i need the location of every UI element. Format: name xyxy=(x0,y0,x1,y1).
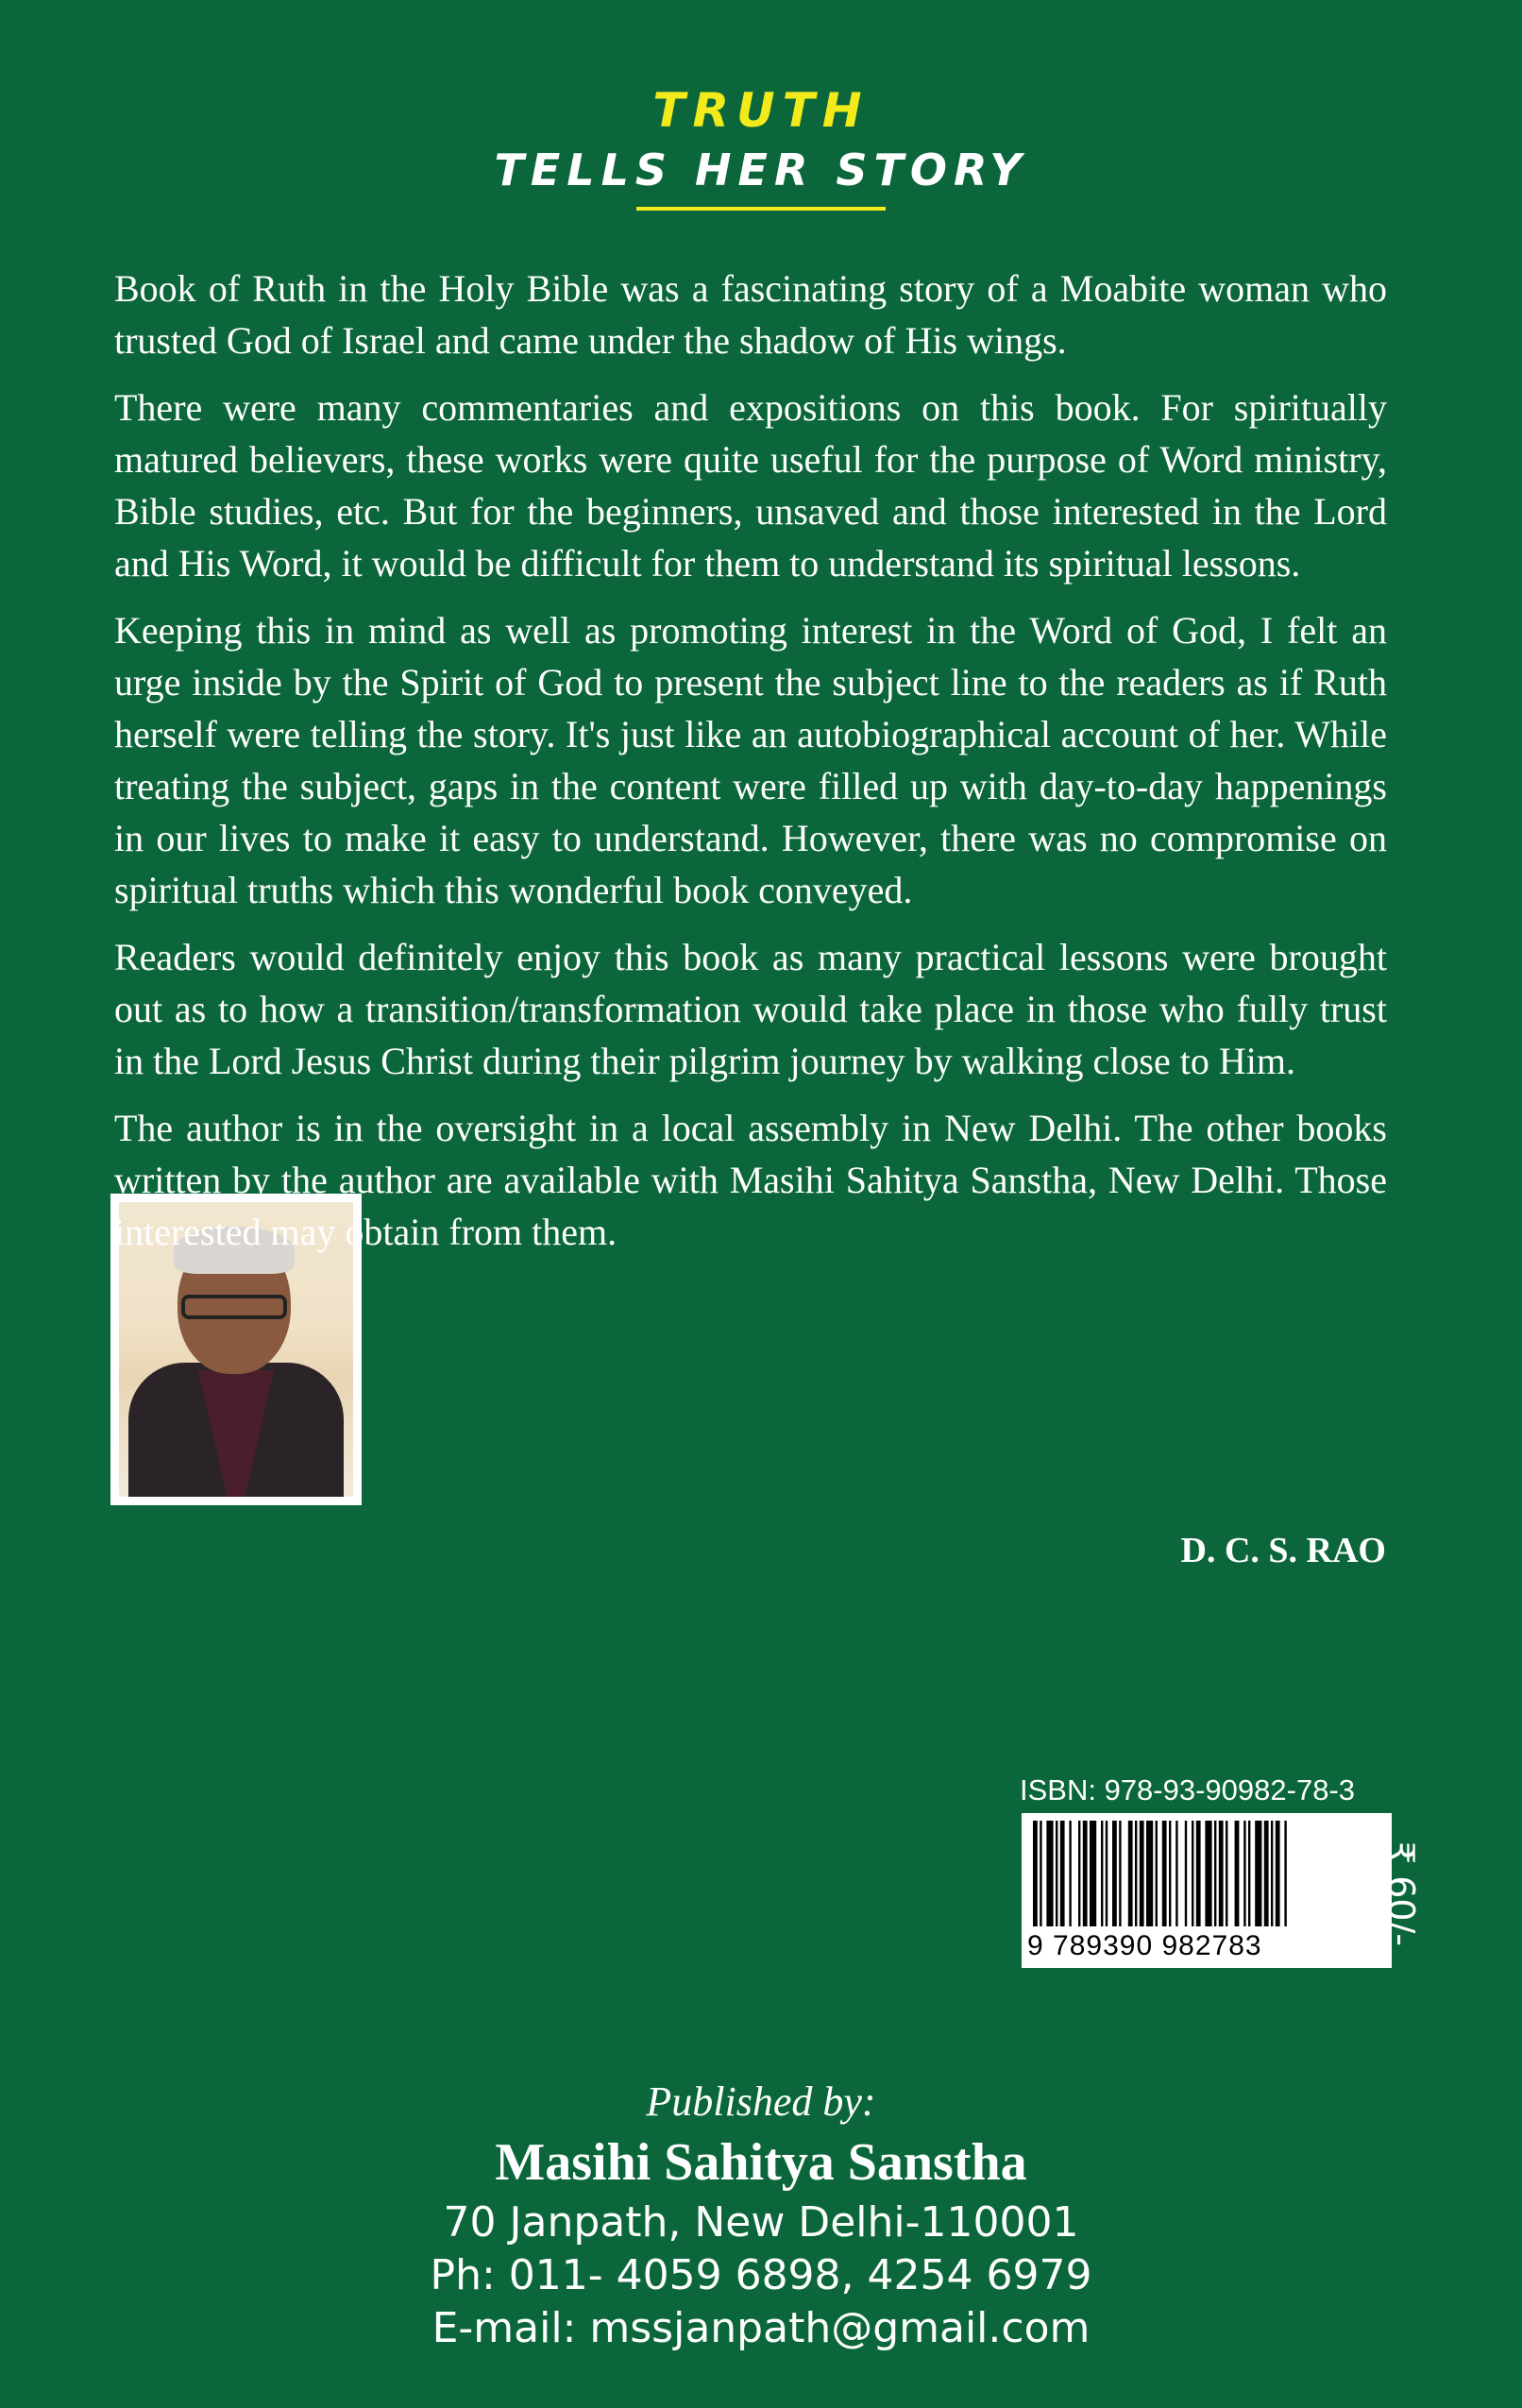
barcode-bar xyxy=(1069,1821,1071,1926)
barcode-bar xyxy=(1146,1821,1153,1926)
barcode-bar xyxy=(1162,1821,1167,1926)
barcode-bar xyxy=(1046,1821,1053,1926)
barcode-bar xyxy=(1192,1821,1193,1926)
barcode-bar xyxy=(1112,1821,1117,1926)
barcode-bar xyxy=(1284,1821,1286,1926)
barcode-bar xyxy=(1140,1821,1144,1926)
barcode-bar xyxy=(1235,1821,1240,1926)
publisher-name: Masihi Sahitya Sanstha xyxy=(495,2133,1027,2192)
barcode-bar xyxy=(1214,1821,1216,1926)
barcode-bar xyxy=(1060,1821,1065,1926)
publisher-email: E-mail: mssjanpath@gmail.com xyxy=(431,2304,1091,2352)
barcode-bar xyxy=(1226,1821,1227,1926)
barcode-digits: 9 789390 982783 xyxy=(1027,1930,1262,1961)
barcode-bar xyxy=(1185,1821,1187,1926)
barcode-bar xyxy=(1276,1821,1280,1926)
barcode-bar xyxy=(1156,1821,1158,1926)
blurb-text xyxy=(114,263,1387,1273)
published-by-label: Published by: xyxy=(646,2078,876,2125)
barcode-bar xyxy=(1205,1821,1211,1926)
barcode-bar xyxy=(1078,1821,1080,1926)
barcode-bar xyxy=(1090,1821,1096,1926)
barcode-bar xyxy=(1119,1821,1121,1926)
barcode-bar xyxy=(1271,1821,1273,1926)
barcode-bar xyxy=(1243,1821,1245,1926)
barcode-bar xyxy=(1056,1821,1057,1926)
barcode-bar xyxy=(1255,1821,1261,1926)
blurb-paragraph-3: Keeping this in mind as well as promoting interest in the Word of God, I felt an urge inside by the Spirit of God to present the subject line to the readers as if Ruth herself were telling the story. It's just like an autobiographical account of her. While treating the subject, gaps in the content were filled up with day-to-day happenings in our lives to make it easy to understand. However, there was no compromise on spiritual truths which this wonderful book conveyed. xyxy=(114,609,1387,911)
barcode-bar xyxy=(1083,1821,1088,1926)
barcode-bar xyxy=(1101,1821,1103,1926)
isbn-barcode xyxy=(1022,1813,1392,1968)
barcode-bar xyxy=(1106,1821,1108,1926)
barcode-bar xyxy=(1219,1821,1224,1926)
blurb-paragraph-4: Readers would definitely enjoy this book as many practical lessons were brought out as to how a transition/transformation would take place in those who fully trust in the Lord Jesus Christ during their pilgrim journey by walking close to Him. xyxy=(114,936,1387,1082)
barcode-bar xyxy=(1169,1821,1171,1926)
barcode-bar xyxy=(1196,1821,1201,1926)
barcode-bar xyxy=(1175,1821,1177,1926)
barcode-bar xyxy=(1040,1821,1041,1926)
blurb-paragraph-5: The author is in the oversight in a local assembly in New Delhi. The other books written by the author are available with Masihi Sahitya Sanstha, New Delhi. Those interested may obtain from them. xyxy=(114,1107,1387,1253)
barcode-bar xyxy=(1264,1821,1269,1926)
barcode-bar xyxy=(1033,1821,1038,1926)
publisher-address: 70 Janpath, New Delhi-110001 xyxy=(443,2198,1079,2247)
barcode-bar xyxy=(1128,1821,1133,1926)
isbn-label: ISBN: 978-93-90982-78-3 xyxy=(1020,1773,1356,1806)
blurb-paragraph-1: Book of Ruth in the Holy Bible was a fascinating story of a Moabite woman who trusted God of Israel and came under the shadow of His wings. xyxy=(114,267,1387,362)
barcode-bar xyxy=(1248,1821,1250,1926)
title-underline xyxy=(636,207,886,211)
book-subtitle: TELLS HER STORY xyxy=(494,144,1028,195)
author-name: D. C. S. RAO xyxy=(1180,1531,1386,1570)
book-title: TRUTH xyxy=(652,83,870,138)
publisher-phone: Ph: 011- 4059 6898, 4254 6979 xyxy=(430,2251,1092,2299)
barcode-bar xyxy=(1135,1821,1137,1926)
price-label: ₹ 60/- xyxy=(1380,1841,1422,1947)
blurb-paragraph-2: There were many commentaries and expositions on this book. For spiritually matured believers, these works were quite useful for the purpose of Word ministry, Bible studies, etc. But for the beginners, unsaved and those interested in the Lord and His Word, it would be difficult for them to understand its spiritual lessons. xyxy=(114,386,1387,585)
